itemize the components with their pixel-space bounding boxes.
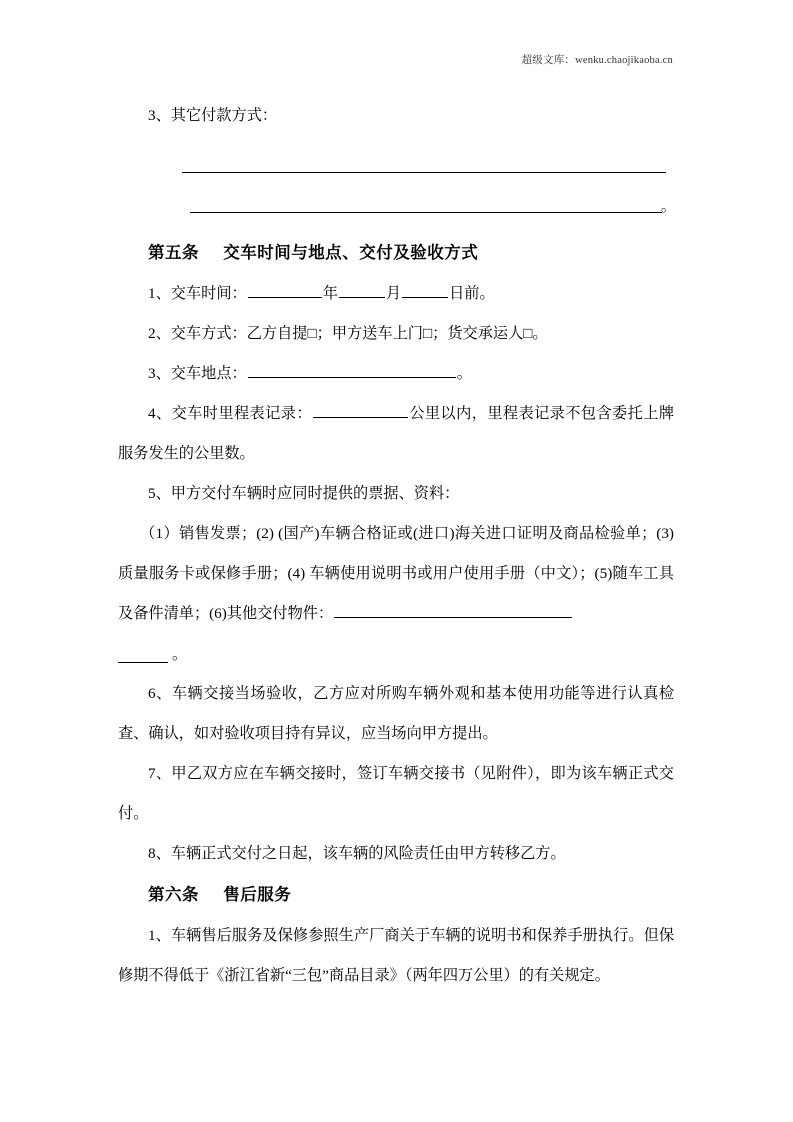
section-title: 交车时间与地点、交付及验收方式 (223, 244, 479, 262)
clause-5-item-5-sublist (118, 514, 674, 634)
clause-5-item-6: 6、车辆交接当场验收，乙方应对所购车辆外观和基本使用功能等进行认真检查、确认，如对验收项目持有异议，应当场向甲方提出。 (118, 685, 674, 742)
section-number: 第五条 (148, 244, 199, 262)
underline-rule (118, 662, 168, 663)
underline-rule (182, 172, 666, 173)
blank-delivery-place-field[interactable] (248, 362, 456, 378)
clause-5-item-3-prefix: 3、交车地点： (148, 365, 247, 382)
line-end-period: 。 (660, 198, 676, 215)
spacer (118, 136, 674, 144)
clause-5-item-4-prefix: 4、交车时里程表记录： (148, 405, 312, 422)
underline-rule (190, 212, 662, 213)
clause-5-item-1 (118, 274, 674, 314)
section-heading-5 (118, 232, 674, 274)
clause-5-item-5-sublist-text: （1）销售发票；(2) (国产)车辆合格证或(进口)海关进口证明及商品检验单；(3) 质量服务卡或保修手册；(4) 车辆使用说明书或用户使用手册（中文）；(5)随车工具及备件清单；(6)其他交付物件： (118, 525, 674, 622)
blank-answer-line-2[interactable] (118, 184, 674, 224)
clause-item-other-payment: 3、其它付款方式： (148, 107, 278, 124)
document-body (118, 96, 674, 996)
clause-5-item-3 (118, 354, 674, 394)
blank-other-items-field[interactable] (334, 602, 572, 618)
blank-day-field[interactable] (402, 282, 448, 298)
blank-year-field[interactable] (248, 282, 322, 298)
unit-day: 日前。 (449, 285, 495, 302)
line-end-period: 。 (172, 646, 188, 663)
page-header-watermark: 超级文库：wenku.chaojikaoba.cn (521, 55, 673, 66)
section-number: 第六条 (148, 886, 199, 904)
clause-5-item-4 (118, 394, 674, 474)
clause-5-item-7: 7、甲乙双方应在车辆交接时，签订车辆交接书（见附件），即为该车辆正式交付。 (118, 765, 674, 822)
clause-6-item-1: 1、车辆售后服务及保修参照生产厂商关于车辆的说明书和保养手册执行。但保修期不得低于《浙江省新“三包”商品目录》（两年四万公里）的有关规定。 (118, 927, 674, 984)
clause-5-item-1-prefix: 1、交车时间： (148, 285, 247, 302)
blank-odometer-field[interactable] (313, 402, 408, 418)
clause-5-item-5: 5、甲方交付车辆时应同时提供的票据、资料： (148, 485, 460, 502)
spacer (118, 224, 674, 232)
clause-5-item-4-suffix: 公里以内，里程表记录不包含委托上牌服务发生的公里数。 (118, 405, 675, 462)
blank-month-field[interactable] (339, 282, 385, 298)
unit-month: 月 (385, 285, 402, 302)
clause-5-item-3-suffix: 。 (456, 365, 472, 382)
blank-answer-line-3[interactable] (118, 634, 674, 674)
clause-5-item-2: 2、交车方式：乙方自提□；甲方送车上门□；货交承运人□。 (148, 325, 548, 342)
unit-year: 年 (322, 285, 338, 302)
clause-5-item-8: 8、车辆正式交付之日起，该车辆的风险责任由甲方转移乙方。 (148, 845, 566, 862)
blank-answer-line-1[interactable] (118, 144, 674, 184)
section-heading-6 (118, 874, 674, 916)
section-title: 售后服务 (223, 886, 292, 904)
